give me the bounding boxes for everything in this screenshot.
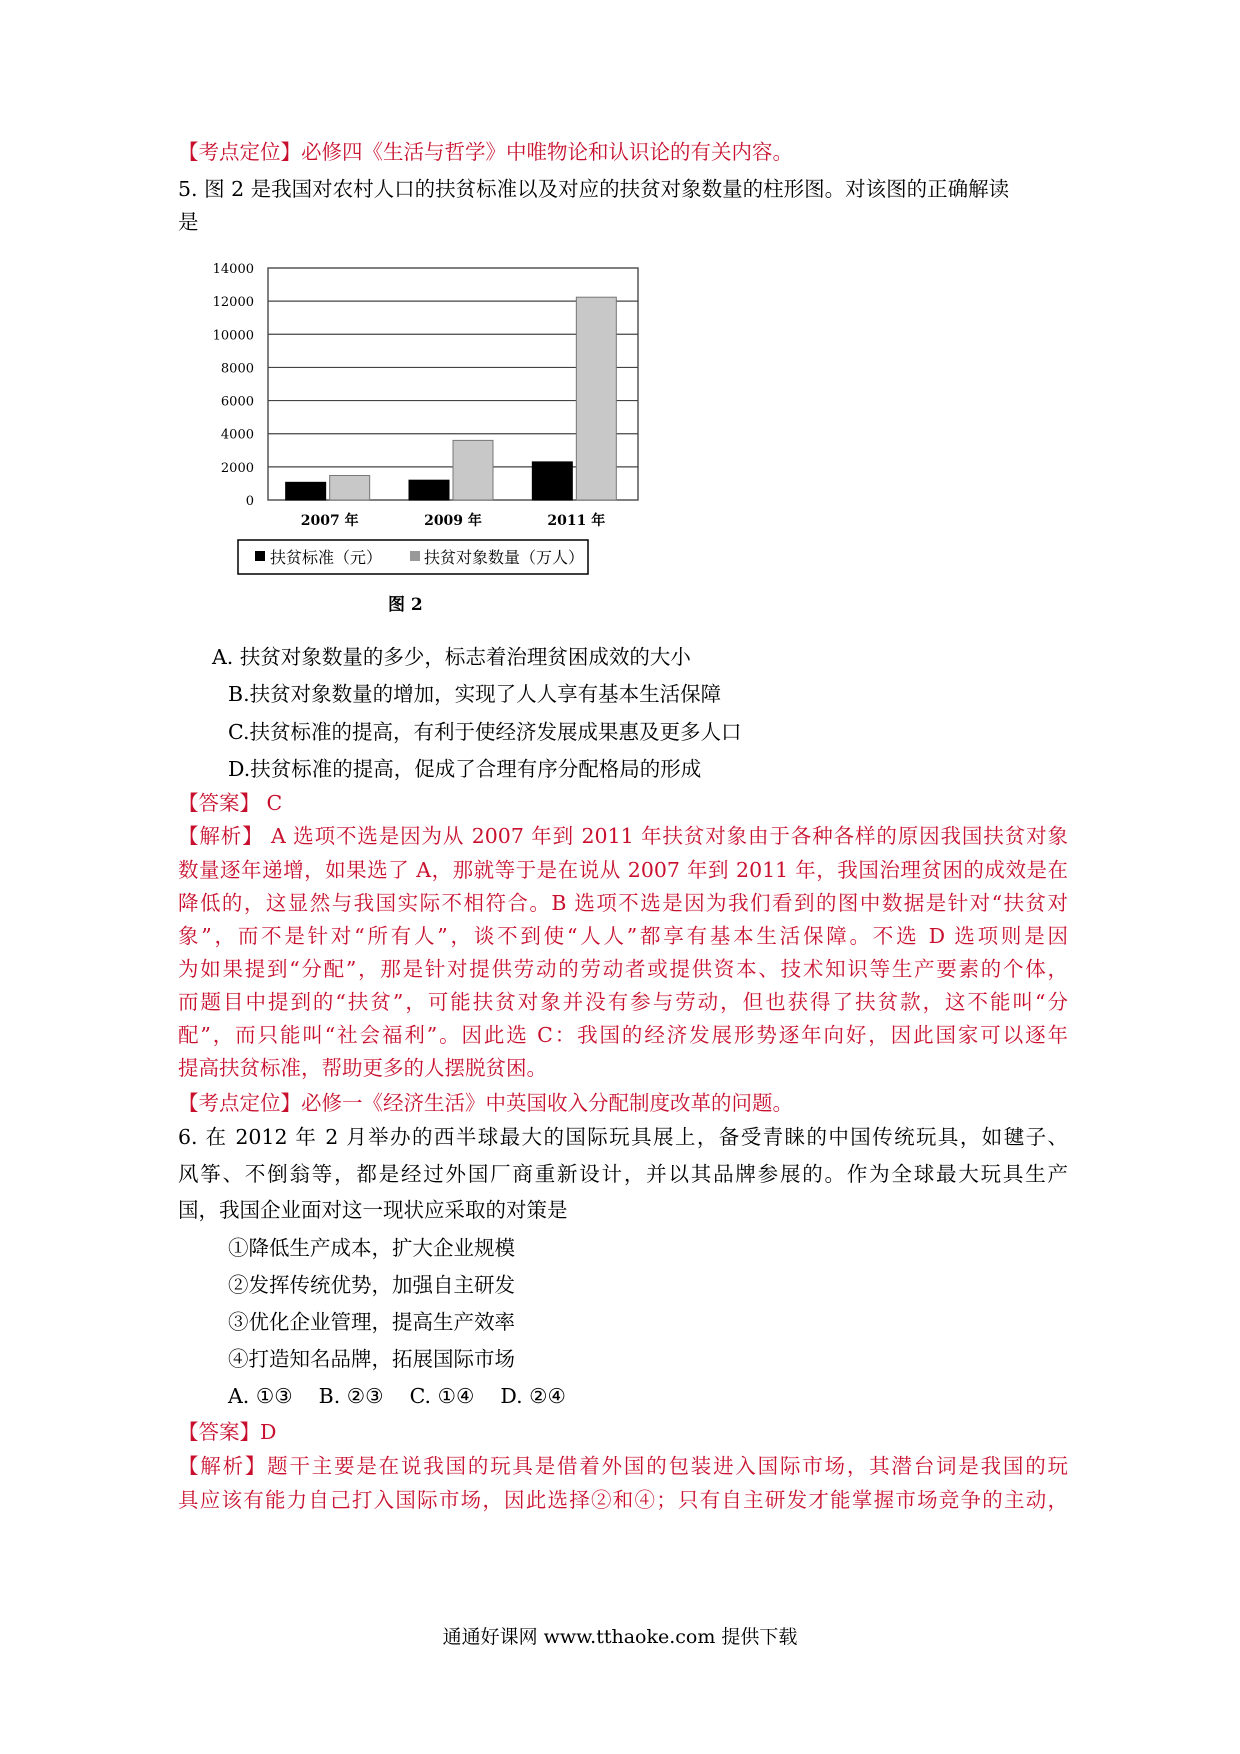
q5-analysis-line: 而题目中提到的“扶贫”，可能扶贫对象并没有参与劳动，但也获得了扶贫款，这不能叫“分 [178, 990, 1068, 1014]
bar-standard [409, 480, 449, 500]
q6-item-3: ③优化企业管理，提高生产效率 [228, 1310, 515, 1334]
q5-answer: 【答案】 C [178, 791, 283, 815]
q5-option-d: D.扶贫标准的提高，促成了合理有序分配格局的形成 [228, 757, 702, 781]
q6-analysis-line: 【解析】题干主要是在说我国的玩具是借着外国的包装进入国际市场，其潜台词是我国的玩 [178, 1454, 1068, 1478]
q5-option-a: A. 扶贫对象数量的多少，标志着治理贫困成效的大小 [212, 645, 691, 669]
q5-option-c: C.扶贫标准的提高，有利于使经济发展成果惠及更多人口 [228, 720, 742, 744]
q6-analysis-line: 具应该有能力自己打入国际市场，因此选择②和④；只有自主研发才能掌握市场竞争的主动， [178, 1488, 1068, 1512]
q6-choices: A. ①③ B. ②③ C. ①④ D. ②④ [228, 1384, 566, 1408]
q5-analysis-line: 数量逐年递增，如果选了 A，那就等于是在说从 2007 年到 2011 年，我国治理贫困的成效是在 [178, 858, 1068, 882]
legend-label-standard: 扶贫标准（元） [270, 548, 383, 567]
q5-analysis-line: 降低的，这显然与我国实际不相符合。B 选项不选是因为我们看到的图中数据是针对“扶贫对 [178, 891, 1068, 915]
y-tick-label: 2000 [220, 460, 254, 476]
q4-kaodian: 【考点定位】必修四《生活与哲学》中唯物论和认识论的有关内容。 [178, 140, 793, 164]
q5-stem-line1: 5. 图 2 是我国对农村人口的扶贫标准以及对应的扶贫对象数量的柱形图。对该图的正确解读 [178, 177, 1010, 201]
figure-caption: 图 2 [388, 595, 423, 615]
y-tick-label: 0 [245, 494, 254, 509]
q5-analysis-line: 【解析】 A 选项不选是因为从 2007 年到 2011 年扶贫对象由于各种各样的原因我国扶贫对象 [178, 824, 1068, 848]
q5-analysis-line: 提高扶贫标准，帮助更多的人摆脱贫困。 [178, 1056, 547, 1080]
page-footer: 通通好课网 www.tthaoke.com 提供下载 [442, 1626, 798, 1648]
q5-option-b: B.扶贫对象数量的增加，实现了人人享有基本生活保障 [228, 682, 722, 706]
legend-swatch-count [410, 551, 420, 561]
figure-2 [198, 258, 668, 618]
bar-count [453, 440, 493, 500]
bar-count [576, 297, 616, 500]
q6-stem-line: 风筝、不倒翁等，都是经过外国厂商重新设计，并以其品牌参展的。作为全球最大玩具生产 [178, 1162, 1068, 1186]
q5-analysis-line: 为如果提到“分配”，那是针对提供劳动的劳动者或提供资本、技术知识等生产要素的个体， [178, 957, 1068, 981]
bar-standard [286, 482, 326, 500]
x-tick-label: 2009 年 [424, 513, 482, 529]
y-tick-label: 8000 [220, 361, 254, 377]
y-tick-label: 6000 [220, 394, 254, 410]
q5-kaodian: 【考点定位】必修一《经济生活》中英国收入分配制度改革的问题。 [178, 1091, 793, 1115]
y-tick-label: 14000 [212, 262, 254, 277]
x-tick-label: 2011 年 [547, 513, 606, 529]
q6-item-4: ④打造知名品牌，拓展国际市场 [228, 1347, 515, 1371]
q6-stem-line: 6. 在 2012 年 2 月举办的西半球最大的国际玩具展上，备受青睐的中国传统玩具，如毽子、 [178, 1125, 1068, 1149]
q5-analysis-line: 配”，而只能叫“社会福利”。因此选 C：我国的经济发展形势逐年向好，因此国家可以逐年 [178, 1023, 1068, 1047]
q6-item-1: ①降低生产成本，扩大企业规模 [228, 1236, 515, 1260]
y-tick-label: 12000 [212, 295, 254, 311]
legend-label-count: 扶贫对象数量（万人） [424, 548, 585, 567]
bar-count [330, 475, 370, 500]
x-tick-label: 2007 年 [300, 513, 359, 529]
bar-chart [198, 258, 668, 618]
q5-analysis-line: 象”，而不是针对“所有人”，谈不到使“人人”都享有基本生活保障。不选 D 选项则是因 [178, 924, 1068, 948]
y-tick-label: 10000 [212, 328, 254, 344]
legend-swatch-standard [255, 551, 265, 561]
q6-item-2: ②发挥传统优势，加强自主研发 [228, 1273, 515, 1297]
q5-stem-line2: 是 [178, 210, 199, 234]
q6-answer: 【答案】D [178, 1420, 277, 1444]
bar-standard [532, 462, 572, 500]
y-tick-label: 4000 [220, 427, 254, 443]
q6-stem-line: 国，我国企业面对这一现状应采取的对策是 [178, 1198, 568, 1222]
